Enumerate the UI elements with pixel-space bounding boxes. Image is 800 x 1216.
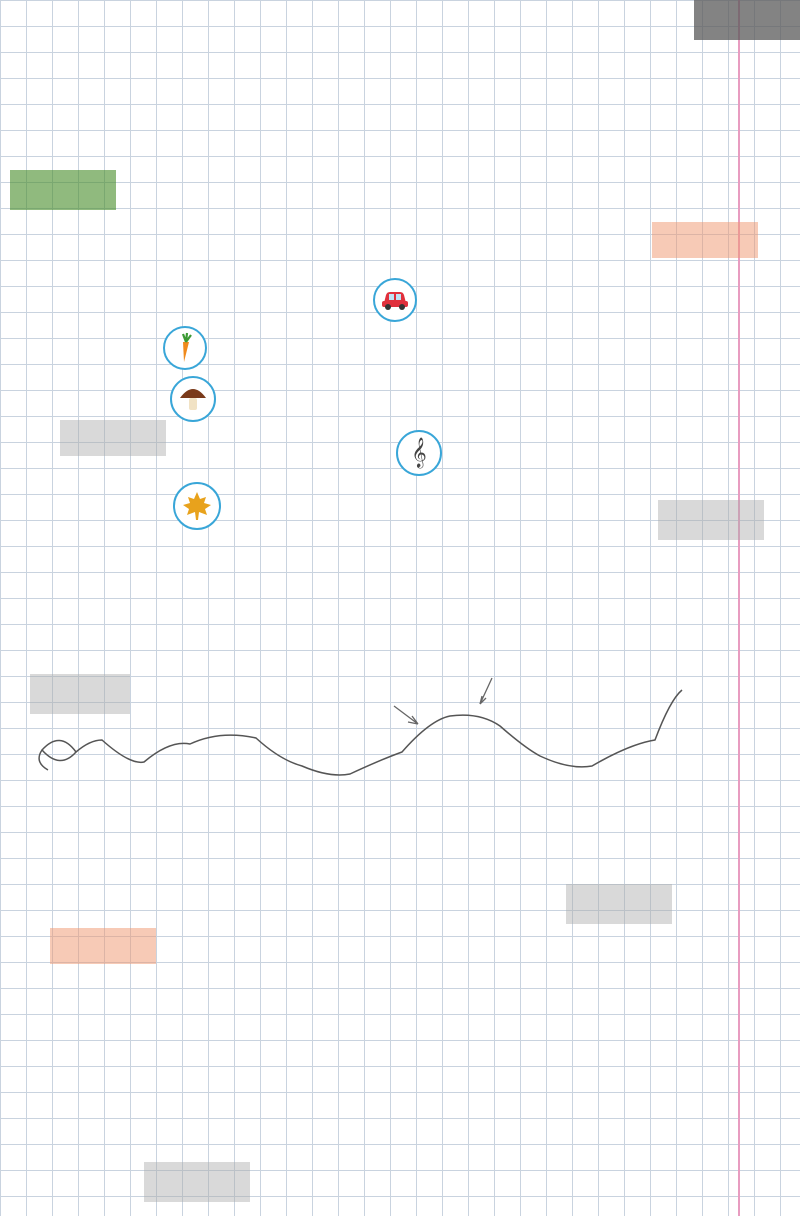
watermark [30,674,130,714]
maple-leaf-icon [173,482,221,530]
bead-string [30,670,710,800]
arrow-violation-1 [394,706,418,724]
watermark [652,222,758,258]
treble-clef-icon: 𝄞 [396,430,442,476]
string-line [76,690,682,775]
watermark [144,1162,250,1202]
watermark [50,928,156,964]
border-pattern [30,1060,710,1210]
notebook-margin-line [738,0,740,1216]
string-knot [39,740,76,770]
watermark [658,500,764,540]
highlight-mark [10,170,116,210]
car-icon [373,278,417,322]
watermark [60,420,166,456]
arrow-violation-2 [480,678,492,704]
carrot-icon [163,326,207,370]
watermark [566,884,672,924]
mushroom-icon [170,376,216,422]
watermark [694,0,800,40]
